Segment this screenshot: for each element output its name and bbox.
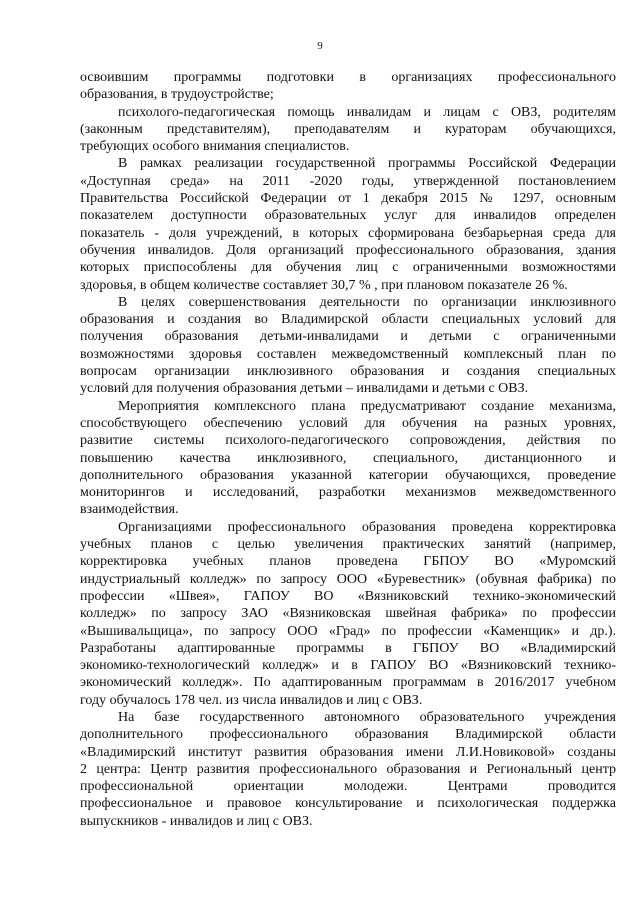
text-line: корректировка учебных планов проведена ГБПОУ ВО «Муромский <box>80 554 616 570</box>
text-line: (законным представителям), преподавателям и кураторам обучающихся, <box>80 121 616 137</box>
text-line: возможностями здоровья составлен межведомственный комплексный план по <box>80 346 616 362</box>
text-line: 2 центра: Центр развития профессионального образования и Региональный центр <box>80 761 616 777</box>
text-line: требующих особого внимания специалистов. <box>80 139 350 155</box>
text-line: психолого-педагогическая помощь инвалидам и лицам с ОВЗ, родителям <box>118 104 616 120</box>
text-line: обучения инвалидов. Доля организаций профессионального образования, здания <box>80 242 616 258</box>
text-line: На базе государственного автономного образовательного учреждения <box>118 709 616 725</box>
text-line: развитие системы психолого-педагогического сопровождения, действия по <box>80 433 616 449</box>
paragraph <box>80 519 616 709</box>
text-line: показатель - доля учреждений, в которых сформирована безбарьерная среда для <box>80 225 616 241</box>
text-line: году обучалось 178 чел. из числа инвалидов и лиц с ОВЗ. <box>80 692 423 708</box>
paragraph <box>80 709 616 830</box>
text-line: дополнительного образования указанной категории обучающихся, проведение <box>80 467 616 483</box>
text-line: «Вышивальщица», по запросу ООО «Град» по профессии «Каменщик» и др.). <box>80 623 616 639</box>
text-line: Правительства Российской Федерации от 1 декабря 2015 № 1297, основным <box>80 191 616 207</box>
text-line: В рамках реализации государственной программы Российской Федерации <box>118 156 616 172</box>
text-line: «Доступная среда» на 2011 -2020 годы, утвержденной постановлением <box>80 173 616 189</box>
text-line: индустриальный колледж» по запросу ООО «Буревестник» (обувная фабрика) по <box>80 571 616 587</box>
text-line: учебных планов с целью увеличения практических занятий (например, <box>80 537 616 553</box>
text-line: взаимодействия. <box>80 502 179 518</box>
text-line: мониторингов и исследований, разработки механизмов межведомственного <box>80 485 616 501</box>
text-line: Разработаны адаптированные программы в ГБПОУ ВО «Владимирский <box>80 640 616 656</box>
text-line: дополнительного профессионального образования Владимирской области <box>80 727 616 743</box>
text-line: освоившим программы подготовки в организациях профессионального <box>80 70 616 85</box>
text-line: получения образования детьми-инвалидами и детьми с ограниченными <box>80 329 616 345</box>
paragraph <box>80 155 616 293</box>
text-line: вопросам организации инклюзивного образования и создания специальных <box>80 364 616 380</box>
text-line: показателем доступности образовательных услуг для инвалидов определен <box>80 208 616 224</box>
paragraph <box>80 398 616 519</box>
text-line: здоровья, в общем количестве составляет 30,7 % , при плановом показателе 26 %. <box>80 277 568 293</box>
text-line: Организациями профессионального образования проведена корректировка <box>118 519 616 535</box>
paragraph <box>80 69 616 104</box>
paragraph <box>80 294 616 398</box>
text-line: образования, в трудоустройстве; <box>80 87 274 103</box>
text-line: «Владимирский институт развития образования имени Л.И.Новиковой» созданы <box>80 744 616 760</box>
text-line: способствующего обеспечению условий для обучения на разных уровнях, <box>80 415 616 431</box>
text-line: образования и создания во Владимирской области специальных условий для <box>80 312 616 328</box>
paragraph <box>80 104 616 156</box>
text-line: экономико-технологический колледж» и в ГАПОУ ВО «Вязниковский технико- <box>80 658 616 674</box>
text-line: колледж» по запросу ЗАО «Вязниковская швейная фабрика» по профессии <box>80 606 616 622</box>
text-line: выпускников - инвалидов и лиц с ОВЗ. <box>80 813 313 829</box>
document-body <box>80 69 616 830</box>
text-line: В целях совершенствования деятельности по организации инклюзивного <box>118 294 616 310</box>
text-line: профессиональной ориентации молодежи. Центрами проводится <box>80 779 616 795</box>
text-line: повышению качества инклюзивного, специального, дистанционного и <box>80 450 616 466</box>
text-line: профессиональное и правовое консультирование и психологическая поддержка <box>80 796 616 812</box>
page-number: 9 <box>317 40 323 52</box>
text-line: которых приспособлены для обучения лиц с ограниченными возможностями <box>80 260 616 276</box>
text-line: Мероприятия комплексного плана предусматривают создание механизма, <box>118 398 616 414</box>
text-line: экономический колледж». По адаптированным программам в 2016/2017 учебном <box>80 675 616 691</box>
text-line: профессии «Швея», ГАПОУ ВО «Вязниковский технико-экономический <box>80 588 616 604</box>
text-line: условий для получения образования детьми – инвалидами и детьми с ОВЗ. <box>80 381 529 397</box>
